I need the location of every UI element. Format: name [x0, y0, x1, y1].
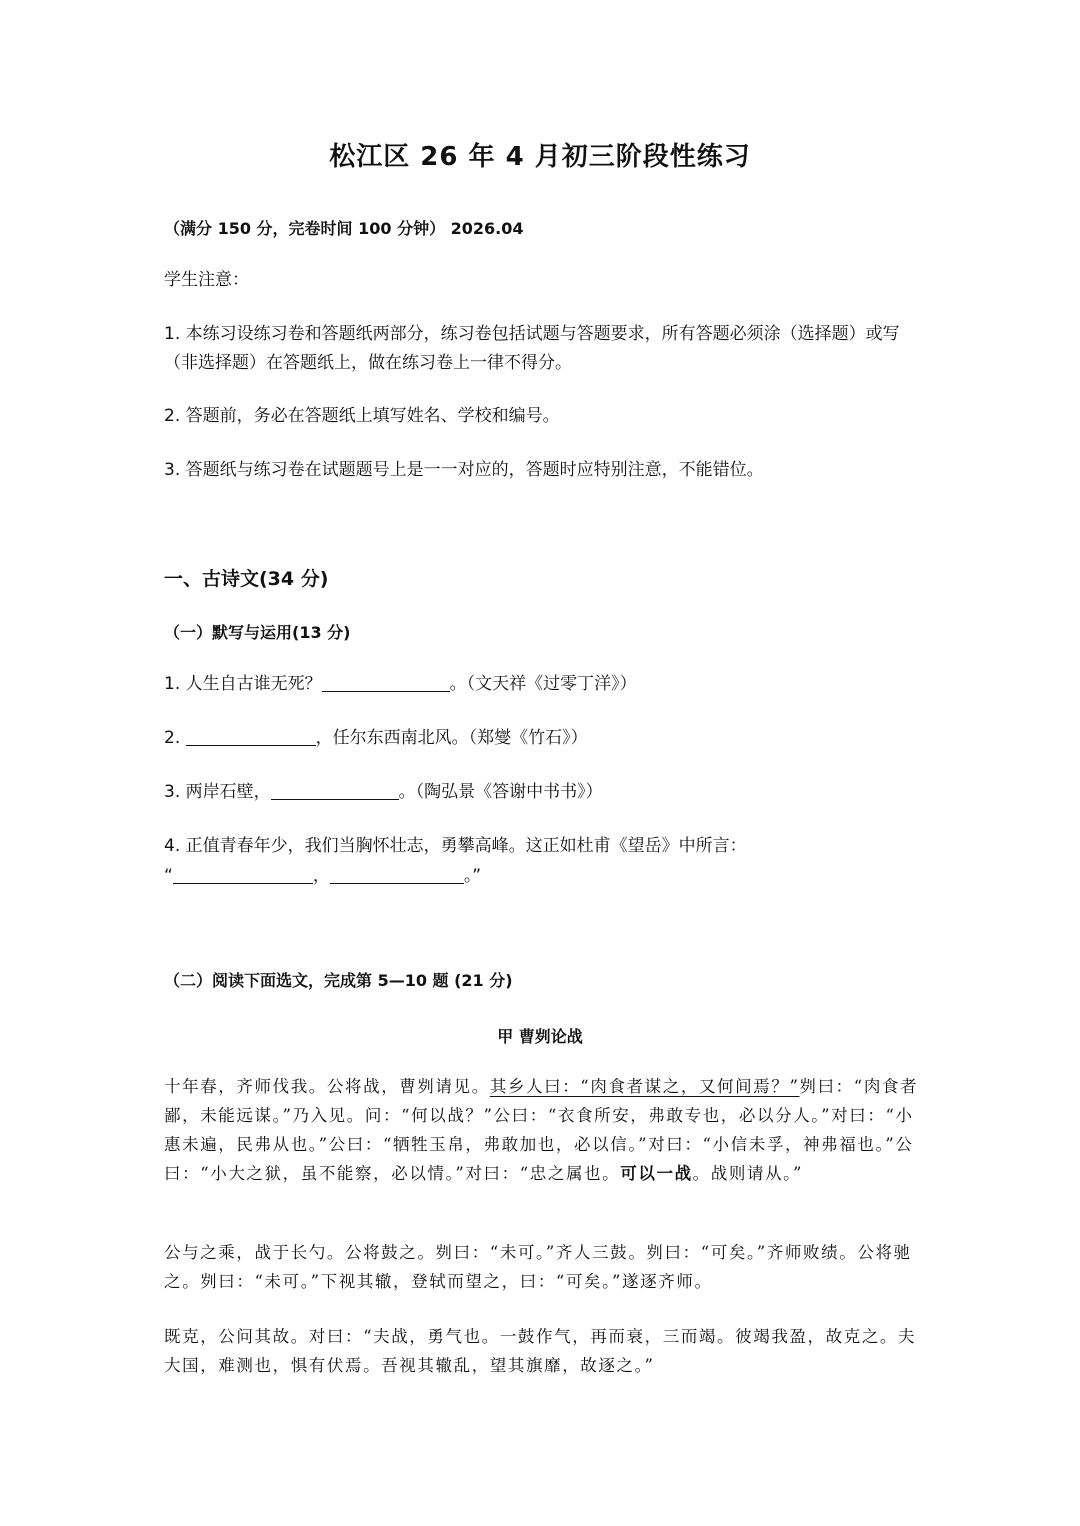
passage-paragraph-1 [164, 1072, 920, 1188]
question-number: 3. [164, 782, 181, 802]
passage-title: 甲 曹刿论战 [497, 1027, 583, 1046]
subsection-title-2: （二）阅读下面选文，完成第 5—10 题 (21 分) [164, 971, 513, 990]
question-source: ，任尔东西南北风。（郑燮《竹石》） [315, 728, 588, 748]
notice-item-2: 2. 答题前，务必在答题纸上填写姓名、学校和编号。 [164, 406, 560, 426]
answer-blank[interactable] [322, 673, 450, 692]
exam-title: 松江区 26 年 4 月初三阶段性练习 [329, 142, 751, 172]
score-time-line: （满分 150 分，完卷时间 100 分钟） 2026.04 [164, 219, 524, 238]
question-4 [164, 832, 747, 860]
question-number: 1. [164, 674, 181, 694]
question-source: 。（文天祥《过零丁洋》） [449, 674, 637, 694]
question-text: 人生自古谁无死？ [185, 674, 322, 694]
subsection-title-1: （一）默写与运用(13 分) [164, 623, 351, 642]
answer-blank[interactable] [173, 865, 313, 884]
passage-text: 十年春，齐师伐我。公将战，曹刿请见。 [164, 1077, 490, 1096]
passage-text: 刿曰：“肉食者鄙，未能远谋。”乃入见。问：“何以战？”公曰：“衣食所安，弗敢专也，必以分人。”对曰：“小惠未遍，民弗从也。”公曰：“牺牲玉帛，弗敢加也，必以信。”对曰：“小信未孚，神弗福也。”公曰：“小大之狱，虽不能察，必以情。”对曰：“忠之属也。 [164, 1077, 919, 1183]
answer-blank[interactable] [271, 781, 399, 800]
section-title: 一、古诗文(34 分) [164, 568, 329, 590]
answer-blank[interactable] [186, 727, 316, 746]
question-text: 正值青春年少，我们当胸怀壮志，勇攀高峰。这正如杜甫《望岳》中所言： [185, 836, 747, 856]
question-3 [164, 778, 603, 806]
question-number: 4. [164, 836, 181, 856]
notice-heading: 学生注意： [164, 270, 249, 290]
underlined-sentence: 其乡人曰：“肉食者谋之，又何间焉？” [489, 1077, 800, 1096]
answer-blank[interactable] [330, 865, 464, 884]
passage-text: 。战则请从。” [692, 1164, 804, 1183]
question-2 [164, 724, 588, 752]
passage-paragraph-3: 既克，公问其故。对曰：“夫战，勇气也。一鼓作气，再而衰，三而竭。彼竭我盈，故克之。夫大国，难测也，惧有伏焉。吾视其辙乱，望其旗靡，故逐之。” [164, 1327, 917, 1375]
question-number: 2. [164, 728, 181, 748]
bold-phrase: 可以一战 [620, 1164, 693, 1183]
notice-item-1: 1. 本练习设练习卷和答题纸两部分，练习卷包括试题与答题要求，所有答题必须涂（选择题）或写（非选择题）在答题纸上，做在练习卷上一律不得分。 [164, 324, 900, 373]
close-quote: 。” [463, 866, 482, 886]
question-text: 两岸石壁， [185, 782, 271, 802]
question-source: 。（陶弘景《答谢中书书》） [398, 782, 603, 802]
notice-item-3: 3. 答题纸与练习卷在试题题号上是一一对应的，答题时应特别注意，不能错位。 [164, 460, 764, 480]
passage-paragraph-2: 公与之乘，战于长勺。公将鼓之。刿曰：“未可。”齐人三鼓。刿曰：“可矣。”齐师败绩。公将驰之。刿曰：“未可。”下视其辙，登轼而望之，曰：“可矣。”遂逐齐师。 [164, 1243, 912, 1291]
open-quote: “ [164, 866, 173, 886]
comma: ， [312, 866, 330, 886]
question-1 [164, 670, 637, 698]
question-4-answer-line [164, 862, 481, 890]
